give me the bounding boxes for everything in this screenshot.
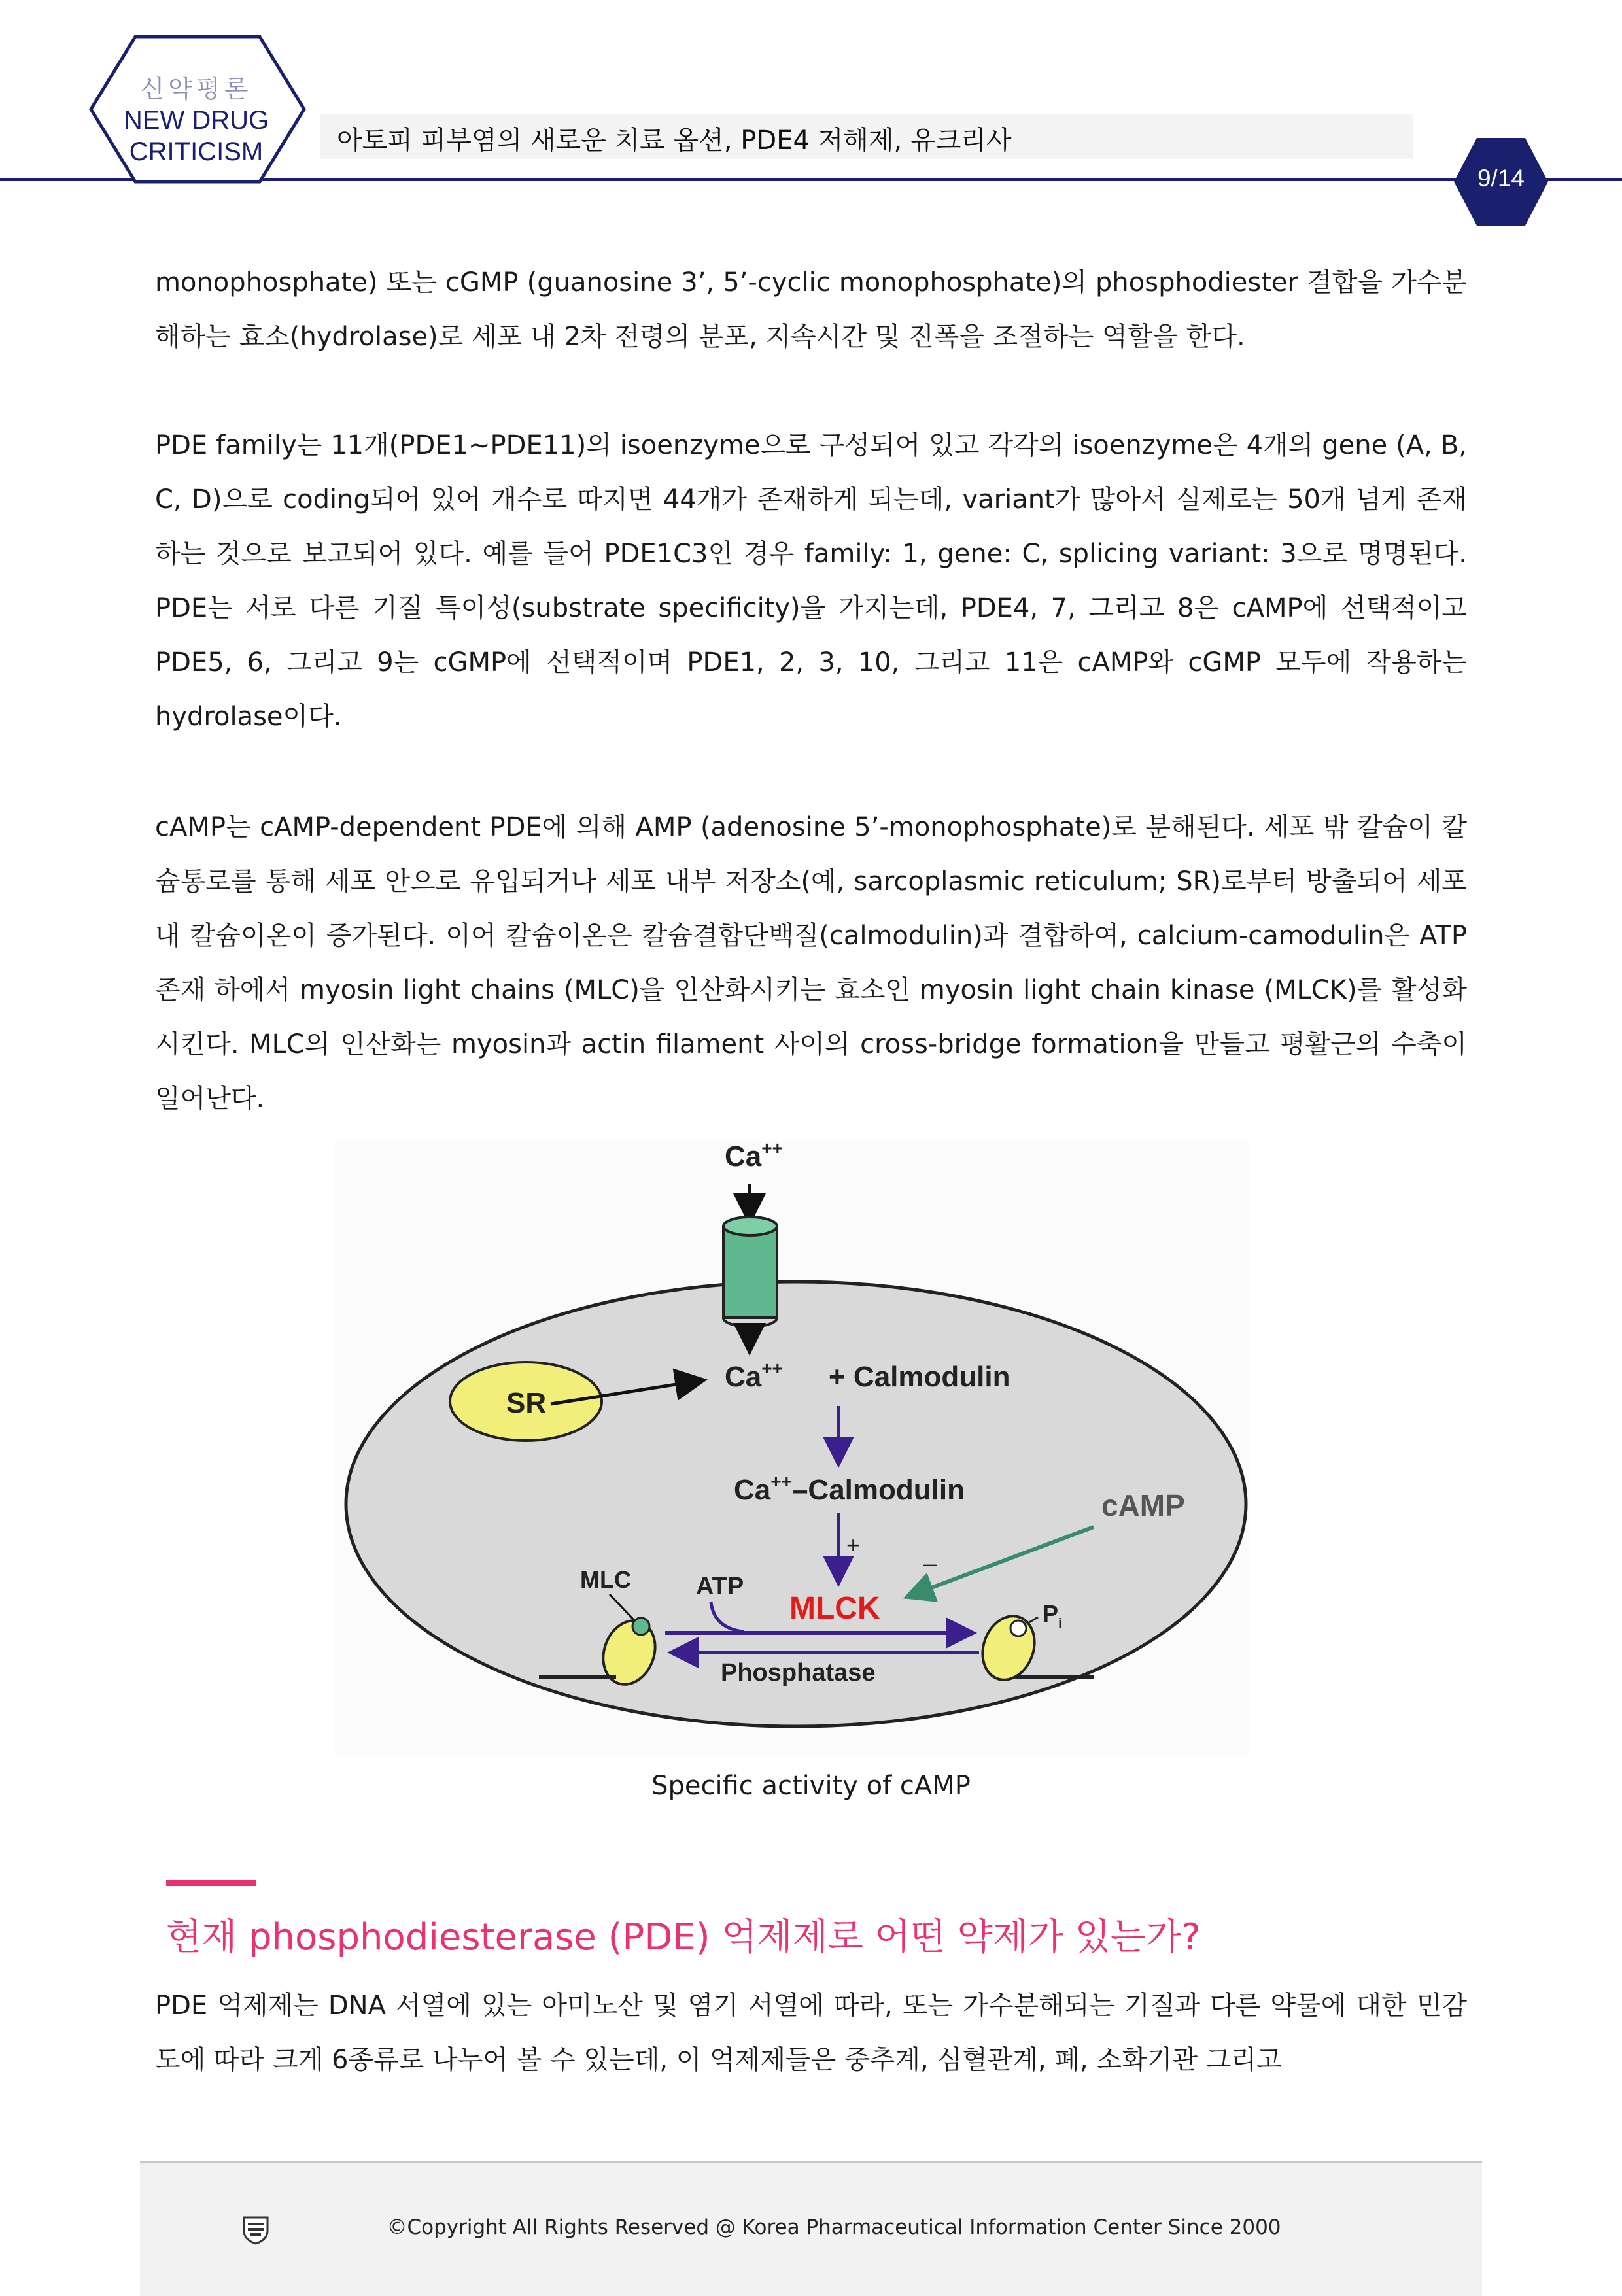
- pi-label: $P_i$: [1043, 1600, 1063, 1632]
- paragraph-3: cAMP는 cAMP-dependent PDE에 의해 AMP (adenosine 5’-monophosphate)로 분해된다. 세포 밖 칼슘이 칼슘통로를 통해 세포 안으로 유입되거나 세포 내부 저장소(예, sarcoplasmic reticulum; SR)로부터 방출되어 세포 내 칼슘이온이 증가된다. 이어 칼슘이온은 칼슘결합단백질(calmodulin)과 결합하여, calcium-camodulin은 ATP 존재 하에서 myosin light chains (MLC)을 인산화시키는 효소인 myosin light chain kinase (MLCK)를 활성화시킨다. MLC의 인산화는 myosin과 actin filament 사이의 cross-bridge formation을 만들고 평활근의 수축이 일어난다.: [155, 812, 1467, 1114]
- ca-top-label: Ca++: [725, 1141, 783, 1173]
- paragraph-4: PDE 억제제는 DNA 서열에 있는 아미노산 및 염기 서열에 따라, 또는 가수분해되는 기질과 다른 약물에 대한 민감도에 따라 크게 6종류로 나누어 볼 수 있는데, 이 억제제들은 중추계, 심혈관계, 폐, 소화기관 그리고: [155, 1991, 1467, 2075]
- logo-english-line1: NEW DRUG: [123, 106, 269, 135]
- mlck-label: MLCK: [789, 1591, 880, 1626]
- section-title: 현재 phosphodiesterase (PDE) 억제제로 어떤 약제가 있는가?: [166, 1916, 1201, 1959]
- plus-calmodulin-label: + Calmodulin: [829, 1361, 1010, 1393]
- paragraph-2: PDE family는 11개(PDE1∼PDE11)의 isoenzyme으로 구성되어 있고 각각의 isoenzyme은 4개의 gene (A, B, C, D)으로 coding되어 있어 개수로 따지면 44개가 존재하게 되는데, variant가 많아서 실제로는 50개 넘게 존재하는 것으로 보고되어 있다. 예를 들어 PDE1C3인 경우 family: 1, gene: C, splicing variant: 3으로 명명된다. PDE는 서로 다른 기질 특이성(substrate specificity)을 가지는데, PDE4, 7, 그리고 8은 cAMP에 선택적이고 PDE5, 6, 그리고 9는 cGMP에 선택적이며 PDE1, 2, 3, 10, 그리고 11은 cAMP와 cGMP 모두에 작용하는 hydrolase이다.: [155, 430, 1467, 732]
- section-accent-bar: [166, 1880, 256, 1886]
- camp-pathway-diagram: [335, 1141, 1249, 1756]
- atp-label: ATP: [696, 1573, 744, 1600]
- logo-english-line2: CRITICISM: [129, 137, 264, 166]
- camp-label: cAMP: [1101, 1488, 1185, 1522]
- calcium-channel-icon: [723, 1217, 777, 1327]
- doc-title: 아토피 피부염의 새로운 치료 옵션, PDE4 저해제, 유크리사: [337, 126, 1012, 156]
- figure-caption: Specific activity of cAMP: [651, 1771, 971, 1801]
- page-header: [0, 0, 1622, 235]
- page-number: 9/14: [1477, 165, 1525, 192]
- copyright-text: ©Copyright All Rights Reserved @ Korea Pharmaceutical Information Center Since 2000: [387, 2216, 1281, 2239]
- mlc-label: MLC: [580, 1566, 631, 1593]
- ca-mid-label: Ca++: [725, 1358, 783, 1393]
- ca-calmodulin-complex-label: Ca++–Calmodulin: [734, 1471, 965, 1506]
- paragraph-1: monophosphate) 또는 cGMP (guanosine 3’, 5’-cyclic monophosphate)의 phosphodiester 결합을 가수분해하는 효소(hydrolase)로 세포 내 2차 전령의 분포, 지속시간 및 진폭을 조절하는 역할을 한다.: [155, 267, 1467, 352]
- phosphatase-label: Phosphatase: [721, 1659, 876, 1687]
- activation-plus-sign: +: [846, 1532, 861, 1558]
- logo-korean: 신약평론: [140, 75, 252, 103]
- sr-label: SR: [506, 1387, 547, 1419]
- inhibition-minus-sign: –: [923, 1550, 937, 1577]
